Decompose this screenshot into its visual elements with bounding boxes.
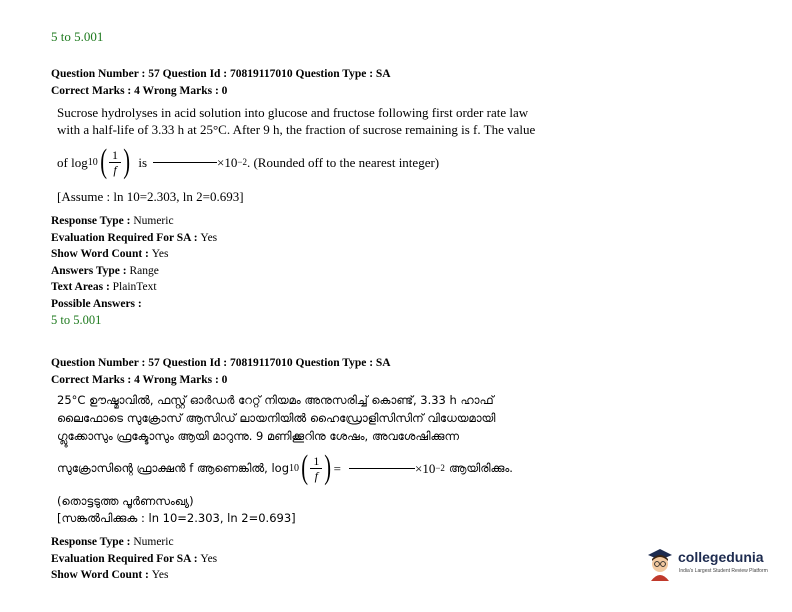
answers-type-row: Answers Type : Range bbox=[51, 264, 159, 277]
formula-exponent: −2 bbox=[237, 156, 247, 167]
formula-is: is bbox=[138, 154, 148, 170]
word-count-row: Show Word Count : Yes bbox=[51, 248, 169, 260]
formula-of-log: of log bbox=[57, 154, 88, 170]
student-mascot-icon bbox=[644, 547, 676, 581]
question-text-line-2: with a half-life of 3.33 h at 25°C. After 9 h, the fraction of sucrose remaining is f. The value bbox=[57, 122, 536, 137]
evaluation-row: Evaluation Required For SA : Yes bbox=[51, 552, 218, 565]
fraction-one-over-f: ( 1 f ) bbox=[99, 143, 131, 180]
assume-note: [സങ്കൽപിക്കുക : ln 10=2.303, ln 2=0.693] bbox=[57, 511, 296, 525]
formula-times-ten: ×10 bbox=[217, 154, 238, 170]
evaluation-row: Evaluation Required For SA : Yes bbox=[51, 231, 218, 244]
question-text-line-2: ലൈഫോടെ സുക്രോസ് ആസിഡ് ലായനിയിൽ ഹൈഡ്രോളിസിസിന് വിധേയമായി bbox=[57, 411, 496, 425]
answer-blank bbox=[349, 468, 415, 469]
fraction-numerator: 1 bbox=[313, 453, 320, 468]
fraction-denominator: f bbox=[113, 162, 117, 177]
fraction-denominator: f bbox=[314, 468, 318, 483]
response-type-row: Response Type : Numeric bbox=[51, 215, 174, 227]
question-text-line-1: Sucrose hydrolyses in acid solution into glucose and fructose following first order rate law bbox=[57, 105, 529, 120]
formula-suffix: ആയിരിക്കും. bbox=[448, 460, 513, 475]
answer-blank bbox=[153, 162, 217, 163]
word-count-row: Show Word Count : Yes bbox=[51, 569, 169, 581]
formula-times-ten: ×10 bbox=[415, 460, 436, 476]
formula-log-base: 10 bbox=[289, 462, 299, 474]
formula-rounded-note: . (Rounded off to the nearest integer) bbox=[246, 154, 440, 170]
assume-note: [Assume : ln 10=2.303, ln 2=0.693] bbox=[57, 189, 244, 204]
question-text-line-1: 25°C ഊഷ്മാവിൽ, ഫസ്റ്റ് ഓർഡർ റേറ്റ് നിയമം അനുസരിച്ച് കൊണ്ട്, 3.33 h ഹാഫ് bbox=[57, 393, 494, 407]
question-text-line-3: ഗ്ലൂക്കോസും ഫ്രക്ടോസും ആയി മാറുന്നു. 9 മണിക്കൂറിനു ശേഷം, അവശേഷിക്കുന്ന bbox=[57, 429, 459, 443]
question-marks: Correct Marks : 4 Wrong Marks : 0 bbox=[51, 373, 228, 386]
possible-answers-value: 5 to 5.001 bbox=[51, 313, 102, 327]
question-formula-line bbox=[57, 142, 535, 182]
formula-text: സുക്രോസിന്റെ ഫ്രാക്ഷൻ f ആണെങ്കിൽ, log bbox=[57, 460, 289, 475]
fraction-numerator: 1 bbox=[112, 147, 119, 162]
logo-wordmark: collegedunia bbox=[678, 549, 764, 565]
formula-equals: = bbox=[333, 460, 341, 476]
formula-exponent: −2 bbox=[435, 462, 445, 473]
question-block-malayalam bbox=[51, 355, 513, 584]
previous-possible-answer: 5 to 5.001 bbox=[51, 29, 104, 44]
text-areas-row: Text Areas : PlainText bbox=[51, 281, 157, 293]
logo-tagline: India's Largest Student Review Platform bbox=[679, 568, 768, 574]
question-header: Question Number : 57 Question Id : 70819117010 Question Type : SA bbox=[51, 68, 391, 80]
question-formula-line bbox=[57, 447, 513, 489]
question-header: Question Number : 57 Question Id : 70819117010 Question Type : SA bbox=[51, 357, 391, 369]
rounding-note: (തൊട്ടടുത്ത പൂർണസംഖ്യ) bbox=[57, 494, 194, 508]
collegedunia-logo bbox=[644, 547, 768, 581]
formula-log-base: 10 bbox=[87, 156, 98, 168]
question-block-english bbox=[51, 66, 535, 328]
possible-answers-label: Possible Answers : bbox=[51, 297, 142, 310]
response-type-row: Response Type : Numeric bbox=[51, 536, 174, 548]
fraction-one-over-f: ( 1 f ) bbox=[301, 449, 332, 486]
question-marks: Correct Marks : 4 Wrong Marks : 0 bbox=[51, 84, 228, 97]
